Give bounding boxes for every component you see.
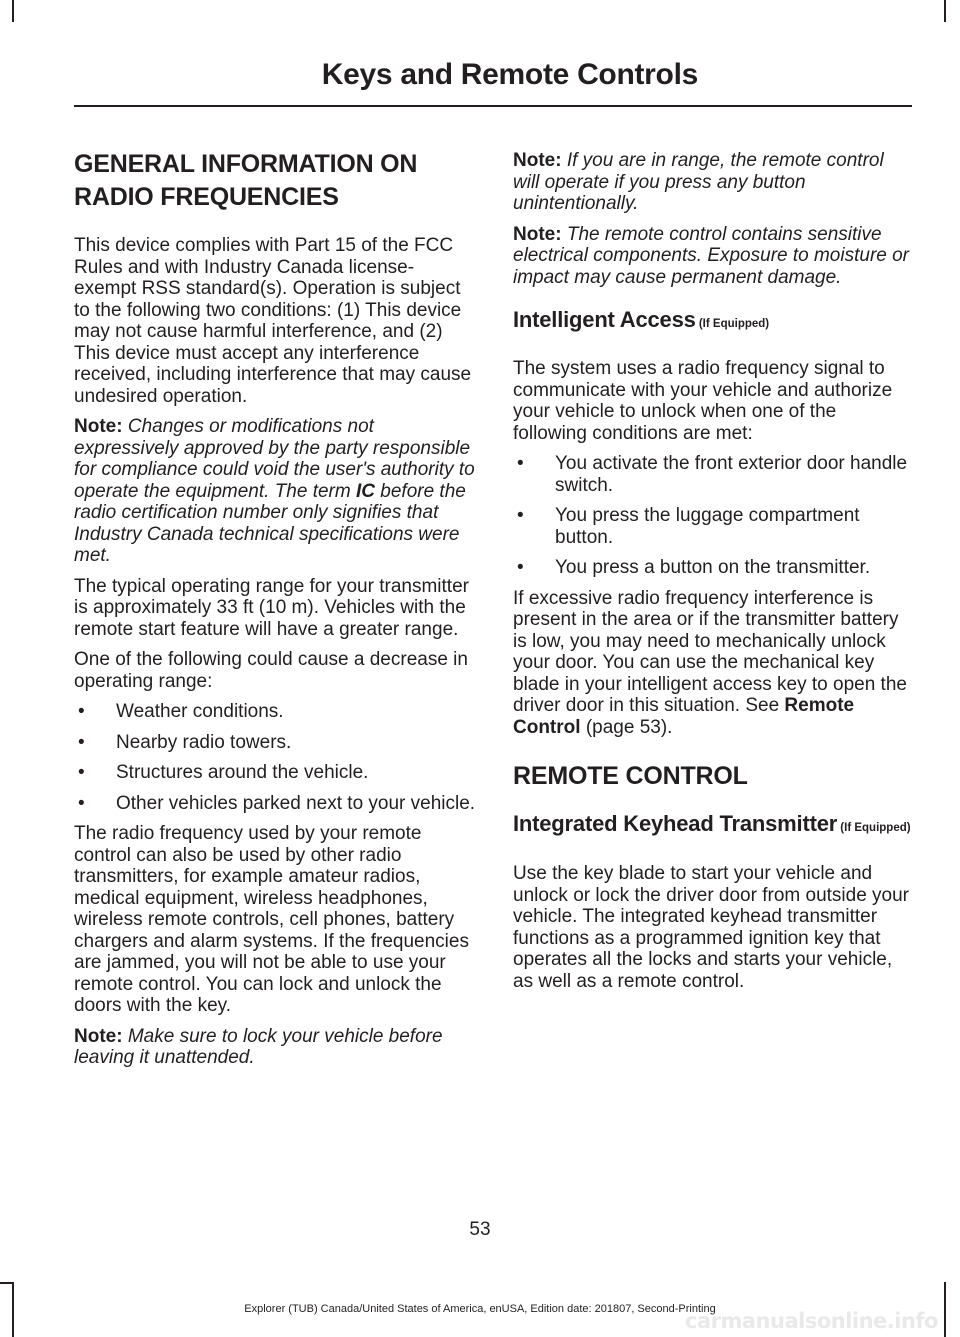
page-header-title: Keys and Remote Controls: [321, 58, 698, 91]
note-lock-vehicle: [74, 1026, 476, 1069]
subheading-integrated-keyhead: [513, 811, 911, 841]
list-item: • You press a button on the transmitter.: [513, 557, 911, 579]
if-equipped-tag: (If Equipped): [837, 822, 911, 834]
section-heading-radio-frequencies: [74, 148, 476, 214]
header-divider: [74, 105, 912, 107]
note-text: If you are in range, the remote control will operate if you press any button unintentionally.: [513, 150, 884, 214]
list-item: • Other vehicles parked next to your vehicle.: [74, 793, 476, 815]
ic-term: IC: [356, 480, 375, 502]
note-text: Changes or modifications not expressively approved by the party responsible for compliance could void the user's authority to operate the equipment. The term: [74, 416, 475, 502]
crop-mark-bottom-left-h: [0, 1282, 14, 1284]
page-number: 53: [469, 1219, 491, 1240]
subheading-title: Intelligent Access: [513, 307, 696, 332]
subheading-title: Integrated Keyhead Transmitter: [513, 811, 838, 836]
keyhead-transmitter-paragraph: Use the key blade to start your vehicle and unlock or lock the driver door from outside your vehicle. The integrated keyhead transmitter functions as a programmed ignition key that operates all the locks and starts your vehicle, as well as a remote control.: [513, 863, 910, 992]
section-heading-remote-control: REMOTE CONTROL: [513, 762, 748, 790]
paragraph-text: If excessive radio frequency interference is present in the area or if the transmitter battery is low, you may need to mechanically unlock your door. You can use the mechanical key blade in your intelligent access key to open the driver door in this situation. See: [513, 587, 907, 716]
watermark: carmanualsonline.info: [685, 1309, 938, 1333]
list-item: • Weather conditions.: [74, 701, 476, 723]
note-label: Note:: [513, 223, 562, 245]
if-equipped-tag: (If Equipped): [695, 318, 770, 330]
range-decrease-intro: One of the following could cause a decrease in operating range:: [74, 649, 468, 692]
note-modifications: [74, 416, 476, 567]
page-reference: (page 53).: [580, 716, 673, 738]
note-text-cont: before the radio certification number only signifies that Industry Canada technical specifications were met.: [74, 480, 466, 566]
fcc-compliance-paragraph: This device complies with Part 15 of the FCC Rules and with Industry Canada license-exempt RSS standard(s). Operation is subject to the following two conditions: (1) This device may not cause harmful interference, and (2) This device must accept any interference received, including interference that may cause undesired operation.: [74, 235, 472, 407]
edition-footer: Explorer (TUB) Canada/United States of America, enUSA, Edition date: 201807, Second-Printing: [244, 1303, 716, 1315]
remote-control-link[interactable]: Remote Control: [513, 695, 855, 738]
list-item: • Nearby radio towers.: [74, 732, 476, 754]
frequency-interference-paragraph: The radio frequency used by your remote control can also be used by other radio transmitters, for example amateur radios, medical equipment, wireless headphones, wireless remote controls, cell phones, battery chargers and alarm systems. If the frequencies are jammed, you will not be able to use your remote control. You can lock and unlock the doors with the key.: [74, 823, 469, 1016]
heading-line-1: GENERAL INFORMATION ON: [74, 150, 418, 178]
heading-line-2: RADIO FREQUENCIES: [74, 183, 339, 211]
list-item: • You press the luggage compartment button.: [513, 505, 911, 548]
left-column: [74, 148, 476, 1078]
operating-range-paragraph: The typical operating range for your transmitter is approximately 33 ft (10 m). Vehicles with the remote start feature will have a greater range.: [74, 575, 469, 640]
note-label: Note:: [74, 1025, 123, 1047]
interference-mechanical-key-paragraph: [513, 588, 911, 739]
note-text: Make sure to lock your vehicle before leaving it unattended.: [74, 1025, 443, 1068]
crop-mark-top-right: [944, 0, 946, 22]
subheading-intelligent-access: [513, 307, 911, 337]
intelligent-access-paragraph: The system uses a radio frequency signal to communicate with your vehicle and authorize your vehicle to unlock when one of the following conditions are met:: [513, 358, 893, 444]
note-sensitive-components: [513, 224, 911, 289]
list-item: • Structures around the vehicle.: [74, 762, 476, 784]
note-unintentional-press: [513, 150, 911, 215]
unlock-conditions-list: [513, 453, 911, 579]
note-text: The remote control contains sensitive electrical components. Exposure to moisture or impact may cause permanent damage.: [513, 223, 910, 288]
right-column: [513, 150, 911, 1001]
crop-mark-top-left: [12, 0, 14, 22]
note-label: Note:: [74, 416, 123, 437]
list-item: • You activate the front exterior door handle switch.: [513, 453, 911, 496]
note-label: Note:: [513, 150, 562, 171]
range-factors-list: [74, 701, 476, 814]
